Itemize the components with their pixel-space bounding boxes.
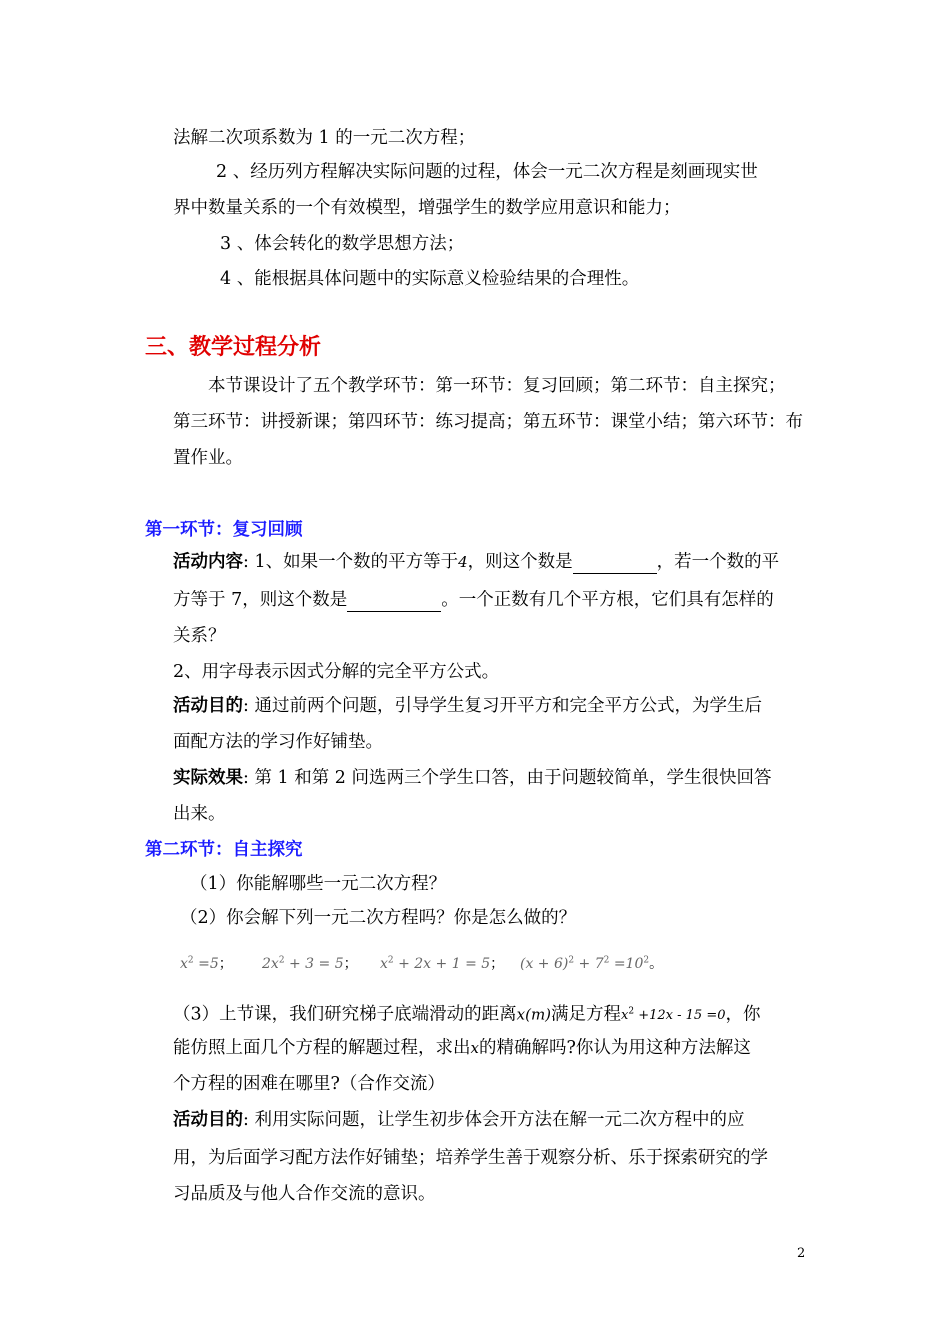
goal-line-3: 界中数量关系的一个有效模型，增强学生的数学应用意识和能力； — [173, 198, 681, 218]
step2-question-3-line-2: 能仿照上面几个方程的解题过程，求出x的精确解吗?你认为用这种方法解这 — [173, 1038, 751, 1058]
step1-heading: 第一环节：复习回顾 — [145, 520, 303, 540]
step2-goal-line-3: 习品质及与他人合作交流的意识。 — [173, 1184, 436, 1204]
step1-effect-line-1: 实际效果: 第 1 和第 2 问选两三个学生口答，由于问题较简单，学生很快回答 — [173, 768, 772, 788]
goal-line-4: 3 、体会转化的数学思想方法； — [220, 234, 465, 254]
step1-content-line-2: 方等于 7，则这个数是 。一个正数有几个平方根，它们具有怎样的 — [173, 590, 774, 610]
page-number: 2 — [797, 1246, 806, 1261]
step2-heading: 第二环节：自主探究 — [145, 840, 303, 860]
content-label: 活动内容 — [173, 552, 243, 572]
section-para-3: 置作业。 — [173, 448, 243, 468]
step2-question-3-line-3: 个方程的困难在哪里?（合作交流） — [173, 1074, 445, 1094]
step2-question-1: （1）你能解哪些一元二次方程？ — [190, 874, 447, 894]
equation-3: $x^2 + 2x + 1 = 5$； — [380, 955, 505, 972]
step1-content-line-4: 2、用字母表示因式分解的完全平方公式。 — [173, 662, 500, 682]
step1-content-line-3: 关系？ — [173, 626, 226, 646]
step2-question-2: （2）你会解下列一元二次方程吗？你是怎么做的？ — [180, 908, 577, 928]
answer-blank — [573, 553, 657, 574]
effect-label: 实际效果 — [173, 768, 243, 788]
goal-label: 活动目的 — [173, 696, 243, 716]
equation-2: $2x^2 + 3 = 5$； — [262, 955, 358, 972]
goal-line-5: 4 、能根据具体问题中的实际意义检验结果的合理性。 — [220, 269, 640, 289]
answer-blank — [347, 591, 441, 612]
step1-effect-line-2: 出来。 — [173, 804, 226, 824]
step2-goal-line-2: 用，为后面学习配方法作好铺垫；培养学生善于观察分析、乐于探索研究的学 — [173, 1148, 768, 1168]
equation-4: $(x + 6)^2 + 7^2 =10^2$。 — [520, 955, 664, 972]
step1-content-line-1: 活动内容: 1、如果一个数的平方等于4，则这个数是 ，若一个数的平 — [173, 552, 780, 572]
section-heading: 三、教学过程分析 — [145, 335, 322, 360]
goal-label: 活动目的 — [173, 1110, 243, 1130]
step2-goal-line-1: 活动目的: 利用实际问题，让学生初步体会开方法在解一元二次方程中的应 — [173, 1110, 745, 1130]
step1-goal-line-1: 活动目的: 通过前两个问题，引导学生复习开平方和完全平方公式，为学生后 — [173, 696, 762, 716]
equation-1: $x^2 =5$； — [180, 955, 233, 972]
step2-question-3-line-1: （3）上节课，我们研究梯子底端滑动的距离x(m)满足方程$x^2 +12x - 15 =0$，你 — [173, 1004, 761, 1025]
step1-goal-line-2: 面配方法的学习作好铺垫。 — [173, 732, 383, 752]
goal-line-2: 2 、经历列方程解决实际问题的过程，体会一元二次方程是刻画现实世 — [216, 162, 758, 182]
section-para-1: 本节课设计了五个教学环节：第一环节：复习回顾；第二环节：自主探究； — [208, 376, 786, 396]
section-para-2: 第三环节：讲授新课；第四环节：练习提高；第五环节：课堂小结；第六环节：布 — [173, 412, 803, 432]
goal-line-1: 法解二次项系数为 1 的一元二次方程； — [173, 128, 476, 148]
